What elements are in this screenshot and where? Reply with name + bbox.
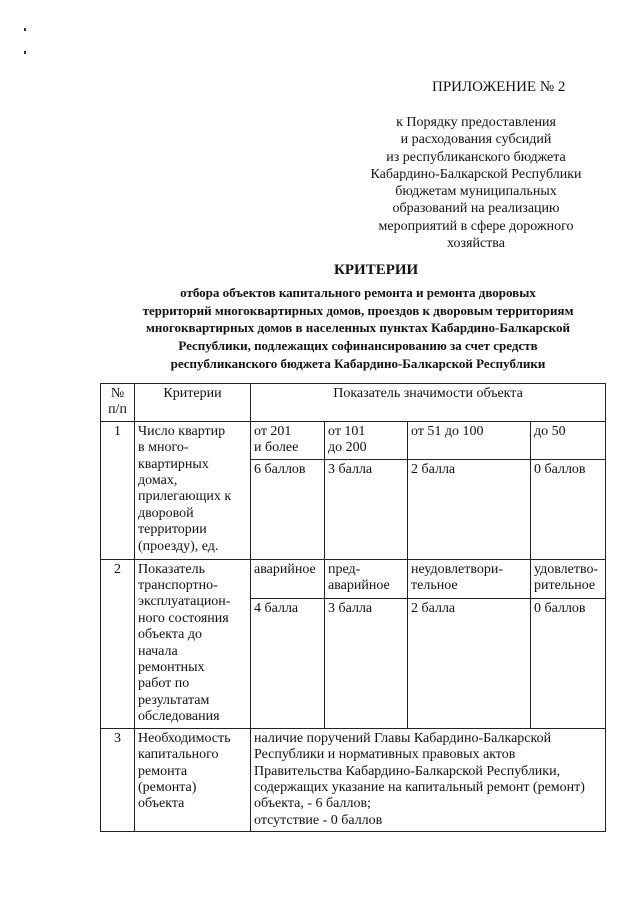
range-line: от 101 <box>328 423 366 439</box>
range-line: до 200 <box>328 440 367 456</box>
criteria-line: работ по <box>138 676 190 692</box>
criteria-line: начала <box>138 643 178 659</box>
scan-speck <box>24 28 26 31</box>
criteria-line: ремонта <box>138 763 188 779</box>
criteria-line: (ремонта) <box>138 779 197 795</box>
criteria-line: территории <box>138 522 207 538</box>
range-cell <box>325 421 408 459</box>
row-num-cell: 3 <box>101 728 135 831</box>
criteria-line: транспортно- <box>138 578 218 594</box>
criteria-line: в много- <box>138 440 189 456</box>
range-line: рительное <box>534 578 596 594</box>
range-line: и более <box>254 440 299 456</box>
range-cell: до 50 <box>531 421 606 459</box>
range-cell: от 51 до 100 <box>408 421 531 459</box>
range-cell <box>325 559 408 598</box>
score-cell: 2 балла <box>408 598 531 728</box>
score-cell: 3 балла <box>325 459 408 559</box>
criteria-line: Показатель <box>138 561 205 577</box>
table-row <box>101 421 606 459</box>
description-line: наличие поручений Главы Кабардино-Балкарской <box>254 730 552 746</box>
score-cell: 4 балла <box>251 598 325 728</box>
description-line: отсутствие - 0 баллов <box>254 812 383 828</box>
header-indicator-cell: Показатель значимости объекта <box>251 384 606 422</box>
criteria-line: капитального <box>138 747 219 763</box>
range-line: неудовлетвори- <box>411 561 504 577</box>
criteria-line: прилегающих к <box>138 489 232 505</box>
description-line: объекта, - 6 баллов; <box>254 796 371 812</box>
subtitle-line: отбора объектов капитального ремонта и ремонта дворовых <box>180 285 536 300</box>
score-cell: 0 баллов <box>531 598 606 728</box>
description-line: содержащих указание на капитальный ремонт (ремонт) <box>254 779 585 795</box>
criteria-line: домах, <box>138 473 178 489</box>
row-description-cell <box>251 728 606 831</box>
table-row <box>101 728 606 831</box>
header-num-line: п/п <box>108 402 127 418</box>
header-num-cell <box>101 384 135 422</box>
appendix-basis <box>360 114 592 252</box>
range-line: пред- <box>328 561 361 577</box>
table-row <box>101 559 606 598</box>
row-criteria-cell <box>135 728 251 831</box>
header-criteria-cell: Критерии <box>135 384 251 422</box>
criteria-table <box>100 383 606 832</box>
appendix-title: ПРИЛОЖЕНИЕ № 2 <box>432 79 566 95</box>
range-line: от 201 <box>254 423 292 439</box>
range-cell: аварийное <box>251 559 325 598</box>
criteria-line: Число квартир <box>138 423 226 439</box>
range-cell <box>531 559 606 598</box>
criteria-line: объекта до <box>138 627 202 643</box>
document-subtitle <box>96 284 620 373</box>
header-num-line: № <box>110 386 125 401</box>
description-line: Республики и нормативных правовых актов <box>254 747 516 763</box>
description-line: Правительства Кабардино-Балкарской Республики, <box>254 763 561 779</box>
range-line: удовлетво- <box>534 561 599 577</box>
basis-line: образований на реализацию <box>392 201 560 217</box>
range-line: тельное <box>411 578 458 594</box>
scan-speck <box>24 51 26 54</box>
criteria-line: (проезду), ед. <box>138 538 219 554</box>
criteria-line: квартирных <box>138 456 209 472</box>
criteria-line: эксплуатацион- <box>138 594 231 610</box>
score-cell: 0 баллов <box>531 459 606 559</box>
basis-line: к Порядку предоставления <box>396 115 556 130</box>
criteria-line: результатам <box>138 692 210 708</box>
basis-line: бюджетам муниципальных <box>395 184 557 200</box>
document-heading: КРИТЕРИИ <box>334 262 419 278</box>
basis-line: и расходования субсидий <box>400 132 552 148</box>
row-criteria-cell <box>135 421 251 559</box>
criteria-line: Необходимость <box>138 730 231 746</box>
range-line: аварийное <box>328 578 390 594</box>
row-criteria-cell <box>135 559 251 728</box>
criteria-line: обследования <box>138 709 220 725</box>
range-cell <box>251 421 325 459</box>
score-cell: 6 баллов <box>251 459 325 559</box>
row-num-cell: 2 <box>101 559 135 728</box>
criteria-line: ремонтных <box>138 660 205 676</box>
criteria-line: объекта <box>138 796 185 812</box>
row-num-cell: 1 <box>101 421 135 559</box>
subtitle-line: Республики, подлежащих софинансированию за счет средств <box>178 338 538 354</box>
score-cell: 3 балла <box>325 598 408 728</box>
criteria-line: дворовой <box>138 505 194 521</box>
subtitle-line: многоквартирных домов в населенных пунктах Кабардино-Балкарской <box>146 320 570 336</box>
score-cell: 2 балла <box>408 459 531 559</box>
basis-line: хозяйства <box>447 236 505 252</box>
table-header-row <box>101 384 606 422</box>
subtitle-line: республиканского бюджета Кабардино-Балкарской Республики <box>170 355 546 371</box>
basis-line: Кабардино-Балкарской Республики <box>370 166 582 182</box>
criteria-line: ного состояния <box>138 610 229 626</box>
range-cell <box>408 559 531 598</box>
subtitle-line: территорий многоквартирных домов, проездов к дворовым территориям <box>142 302 574 318</box>
basis-line: из республиканского бюджета <box>386 149 566 165</box>
basis-line: мероприятий в сфере дорожного <box>378 218 574 234</box>
